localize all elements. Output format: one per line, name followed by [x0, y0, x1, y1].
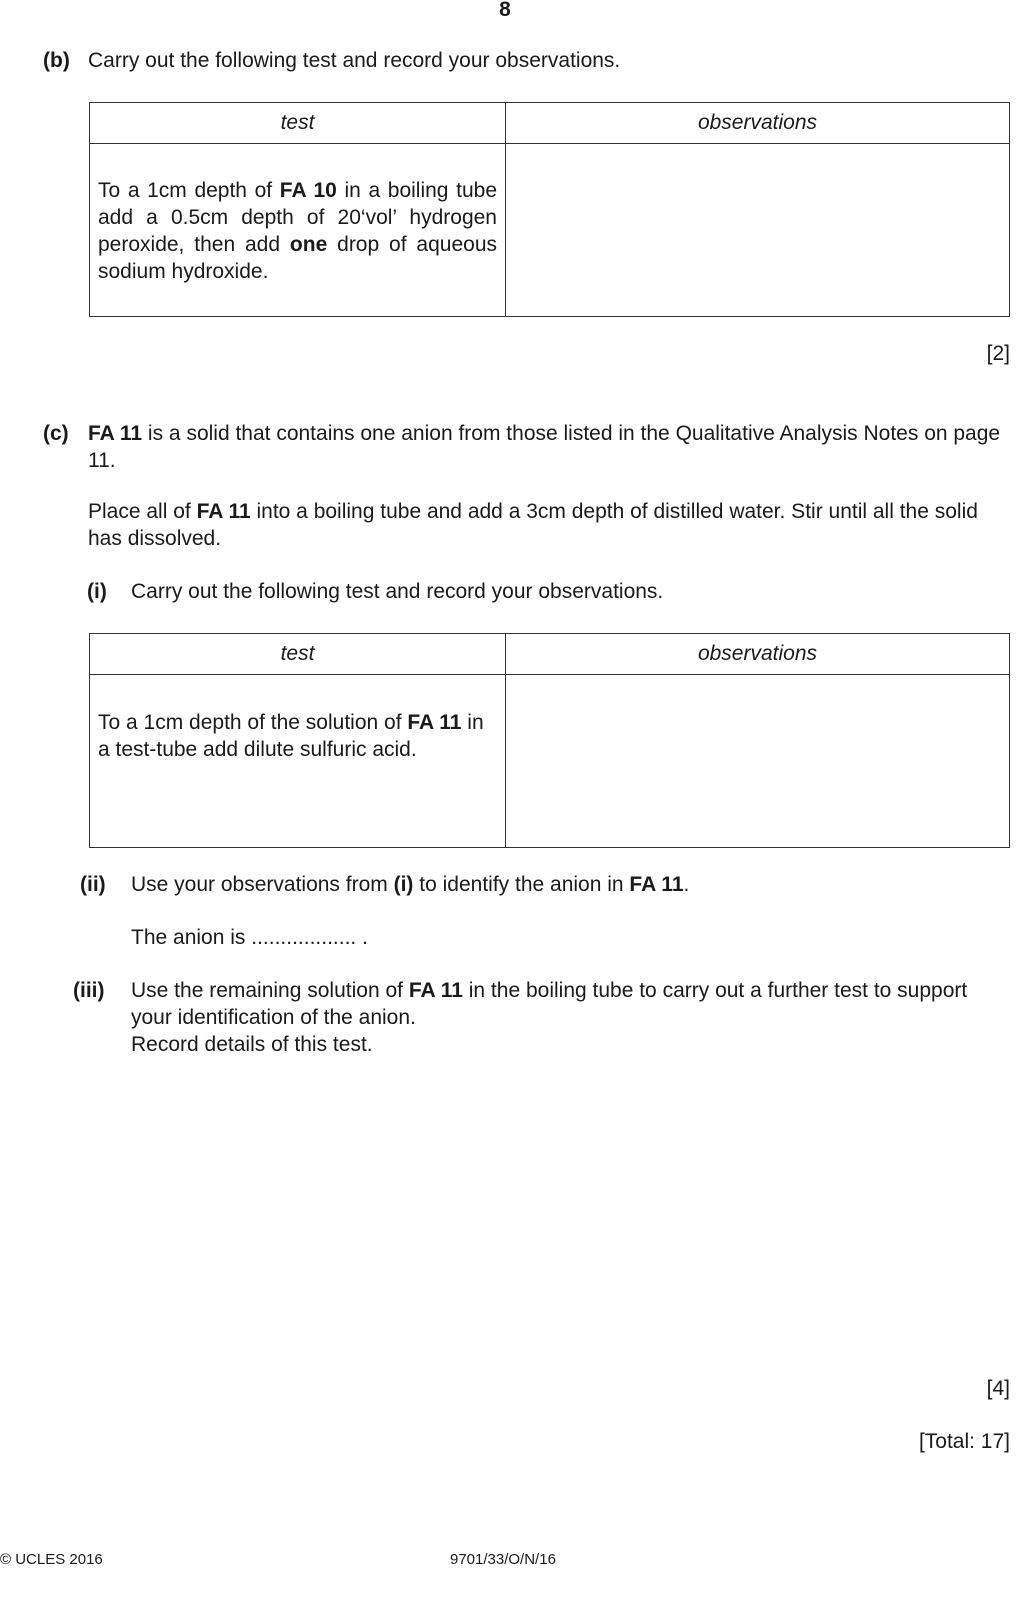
part-b-label: (b)	[43, 49, 70, 72]
sub-iii-label: (iii)	[73, 979, 105, 1002]
page-number: 8	[499, 0, 511, 21]
sub-ii-label: (ii)	[80, 873, 106, 896]
table-header-test: test	[90, 103, 506, 144]
test-cell	[90, 144, 506, 317]
table-header-test: test	[90, 634, 506, 675]
test-description: To a 1cm depth of FA 10 in a boiling tube add a 0.5cm depth of 20‘vol’ hydrogen peroxide, then add one drop of aqueous sodium hydroxide.	[98, 179, 497, 283]
sub-iii-question: Use the remaining solution of FA 11 in the boiling tube to carry out a further test to support your identification of the anion.	[131, 979, 968, 1029]
total-marks: [Total: 17]	[918, 1430, 1010, 1453]
observations-answer-cell[interactable]	[506, 144, 1010, 317]
sub-i-instruction: Carry out the following test and record your observations.	[131, 580, 664, 603]
table-header-observations: observations	[506, 103, 1010, 144]
table-header-observations: observations	[506, 634, 1010, 675]
footer-code: 9701/33/O/N/16	[450, 1551, 556, 1568]
part-c-intro: FA 11 is a solid that contains one anion from those listed in the Qualitative Analysis Notes on page 11.	[88, 422, 1001, 472]
footer-copyright: © UCLES 2016	[0, 1551, 103, 1568]
part-b-instruction: Carry out the following test and record your observations.	[88, 49, 621, 72]
test-description: To a 1cm depth of the solution of FA 11 in a test-tube add dilute sulfuric acid.	[98, 711, 484, 761]
part-b-table	[89, 102, 1010, 317]
part-c-label: (c)	[43, 422, 69, 445]
part-c-table	[89, 633, 1010, 848]
part-c-procedure: Place all of FA 11 into a boiling tube and add a 3cm depth of distilled water. Stir until all the solid has dissolved.	[88, 500, 978, 550]
sub-i-label: (i)	[87, 580, 107, 603]
marks-b: [2]	[986, 342, 1010, 365]
sub-ii-question: Use your observations from (i) to identify the anion in FA 11.	[131, 873, 690, 896]
observations-answer-cell[interactable]	[506, 675, 1010, 848]
test-cell	[90, 675, 506, 848]
sub-iii-record-instruction: Record details of this test.	[131, 1033, 373, 1056]
answer-space[interactable]	[131, 1065, 1010, 1365]
anion-answer-line[interactable]: The anion is .................. .	[131, 926, 368, 949]
marks-c-iii: [4]	[986, 1377, 1010, 1400]
